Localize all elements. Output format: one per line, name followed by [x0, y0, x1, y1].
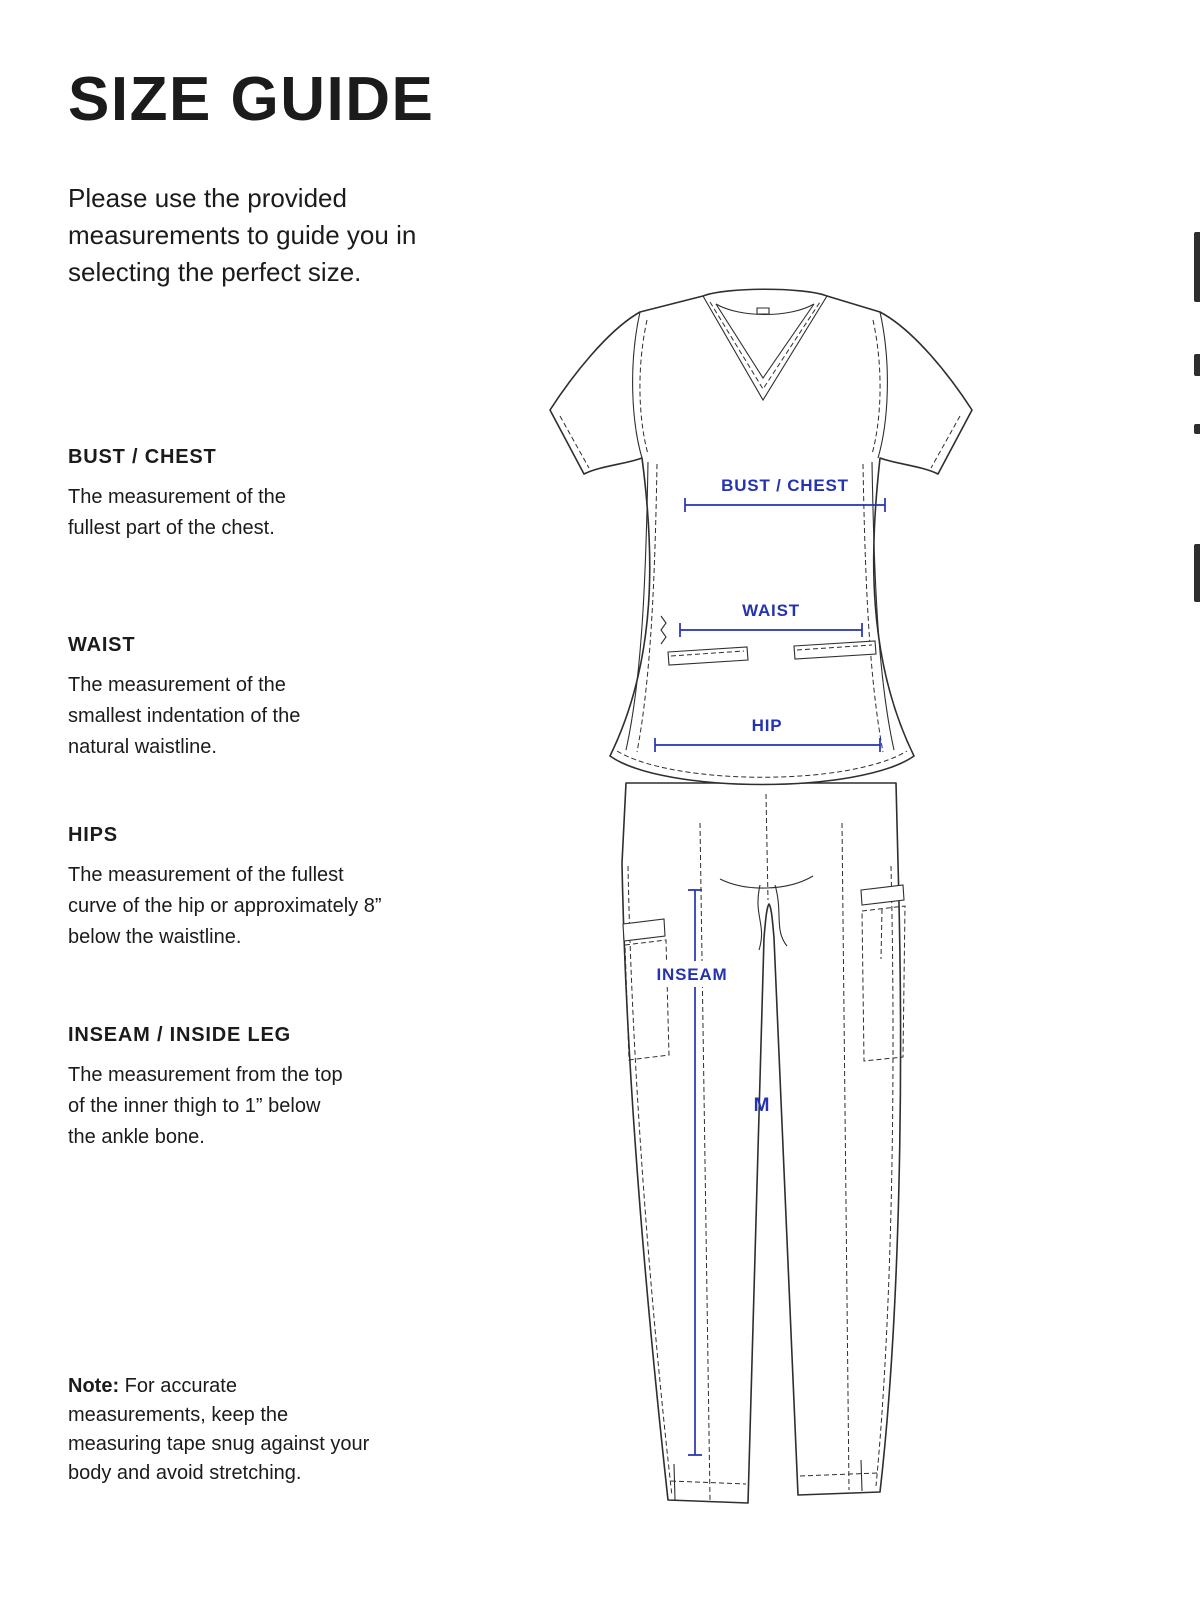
scrub-top-drawing [550, 289, 972, 784]
section-inseam [68, 1024, 346, 1153]
size-letter-label: M [753, 1095, 771, 1116]
bust-chest-description: The measurement of the fullest part of the chest. [68, 486, 286, 539]
hips-description: The measurement of the fullest curve of the hip or approximately 8” below the waistline. [68, 864, 382, 948]
section-hips [68, 824, 390, 953]
hips-heading: HIPS [68, 824, 118, 846]
measurement-note [68, 1372, 370, 1488]
waist-heading: WAIST [68, 634, 136, 656]
scrub-pants-drawing [622, 783, 905, 1503]
hip-measure-label: HIP [751, 716, 783, 735]
note-text: For accurate measurements, keep the measuring tape snug against your body and avoid stretching. [68, 1375, 370, 1484]
bust-chest-heading: BUST / CHEST [68, 446, 217, 468]
note-label: Note: [68, 1375, 120, 1397]
carousel-edge-mark [1194, 544, 1200, 602]
intro-text: Please use the provided measurements to guide you in selecting the perfect size. [68, 183, 417, 287]
page-title: SIZE GUIDE [68, 65, 435, 134]
garment-diagram [530, 278, 990, 1528]
inseam-description: The measurement from the top of the inner thigh to 1” below the ankle bone. [68, 1064, 343, 1148]
waist-measure-label: WAIST [742, 601, 800, 620]
section-waist [68, 634, 336, 763]
inseam-measure-label: INSEAM [656, 965, 728, 984]
carousel-edge-mark [1194, 232, 1200, 302]
bust-measure-label: BUST / CHEST [721, 476, 849, 495]
section-bust-chest [68, 446, 320, 544]
inseam-heading: INSEAM / INSIDE LEG [68, 1024, 292, 1046]
waist-description: The measurement of the smallest indentation of the natural waistline. [68, 674, 301, 758]
carousel-edge-mark [1194, 354, 1200, 376]
carousel-edge-mark [1194, 424, 1200, 434]
